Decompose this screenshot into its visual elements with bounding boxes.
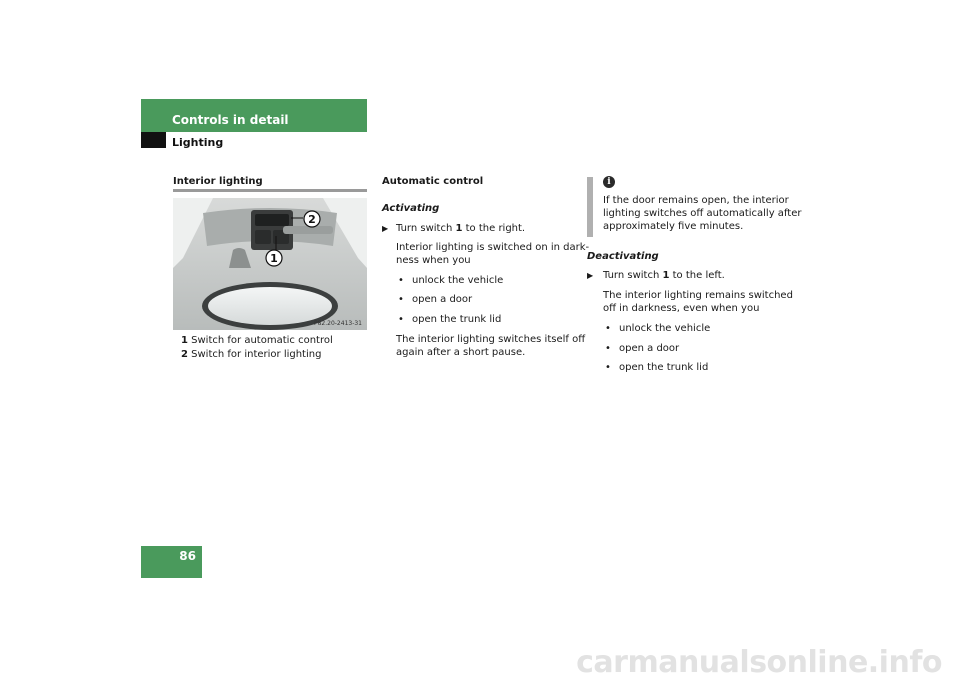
step-switch-number: 1 bbox=[455, 223, 463, 234]
page-number: 86 bbox=[179, 549, 196, 563]
step-text-post: to the left. bbox=[669, 270, 725, 281]
bullet-icon: • bbox=[605, 323, 611, 334]
bullet-icon: • bbox=[398, 294, 404, 305]
step-switch-number: 1 bbox=[662, 270, 670, 281]
caption-1 bbox=[181, 334, 333, 347]
caption-2 bbox=[181, 348, 321, 361]
interior-lighting-heading: Interior lighting bbox=[173, 176, 263, 187]
subsection-title: Lighting bbox=[172, 136, 224, 149]
activating-desc-2: ness when you bbox=[396, 255, 471, 266]
callout-2: 2 bbox=[308, 213, 316, 226]
deactivating-step bbox=[587, 269, 593, 282]
deactivating-bullet-1: unlock the vehicle bbox=[619, 323, 711, 334]
heading-rule bbox=[173, 189, 367, 192]
photo-code: P82.20-2413-31 bbox=[313, 320, 362, 327]
activating-step-text bbox=[396, 222, 525, 235]
interior-lighting-photo bbox=[173, 198, 367, 330]
step-arrow-icon: ▶ bbox=[382, 224, 389, 233]
subsection-marker bbox=[141, 132, 166, 148]
activating-closing-2: again after a short pause. bbox=[396, 347, 526, 358]
step-text-pre: Turn switch bbox=[603, 270, 663, 281]
callout-1: 1 bbox=[270, 252, 278, 265]
deactivating-desc-1: The interior lighting remains switched bbox=[603, 290, 793, 301]
step-text-pre: Turn switch bbox=[396, 223, 456, 234]
overhead-console-illustration bbox=[173, 198, 367, 330]
info-line-3: approximately five minutes. bbox=[603, 221, 744, 232]
bullet-icon: • bbox=[605, 362, 611, 373]
activating-desc-1: Interior lighting is switched on in dark- bbox=[396, 242, 590, 253]
activating-bullet-3: open the trunk lid bbox=[412, 314, 502, 325]
deactivating-step-text bbox=[603, 269, 725, 282]
activating-bullet-1: unlock the vehicle bbox=[412, 275, 504, 286]
section-title: Controls in detail bbox=[172, 113, 289, 127]
watermark: carmanualsonline.info bbox=[576, 645, 942, 680]
activating-label: Activating bbox=[382, 203, 440, 214]
caption-2-num: 2 bbox=[181, 349, 188, 360]
caption-1-text: Switch for automatic control bbox=[191, 335, 333, 346]
info-icon: i bbox=[603, 176, 615, 188]
deactivating-bullet-2: open a door bbox=[619, 343, 680, 354]
activating-bullet-2: open a door bbox=[412, 294, 473, 305]
bullet-icon: • bbox=[605, 343, 611, 354]
step-arrow-icon: ▶ bbox=[587, 271, 594, 280]
deactivating-label: Deactivating bbox=[587, 251, 659, 262]
step-text-post: to the right. bbox=[462, 223, 526, 234]
deactivating-desc-2: off in darkness, even when you bbox=[603, 303, 760, 314]
info-box-bar bbox=[587, 177, 593, 237]
info-line-2: lighting switches off automatically after bbox=[603, 208, 802, 219]
activating-closing-1: The interior lighting switches itself off bbox=[396, 334, 586, 345]
deactivating-bullet-3: open the trunk lid bbox=[619, 362, 709, 373]
caption-2-text: Switch for interior lighting bbox=[191, 349, 322, 360]
bullet-icon: • bbox=[398, 314, 404, 325]
bullet-icon: • bbox=[398, 275, 404, 286]
automatic-control-heading: Automatic control bbox=[382, 176, 484, 187]
activating-step bbox=[382, 222, 388, 235]
info-line-1: If the door remains open, the interior bbox=[603, 195, 789, 206]
caption-1-num: 1 bbox=[181, 335, 188, 346]
